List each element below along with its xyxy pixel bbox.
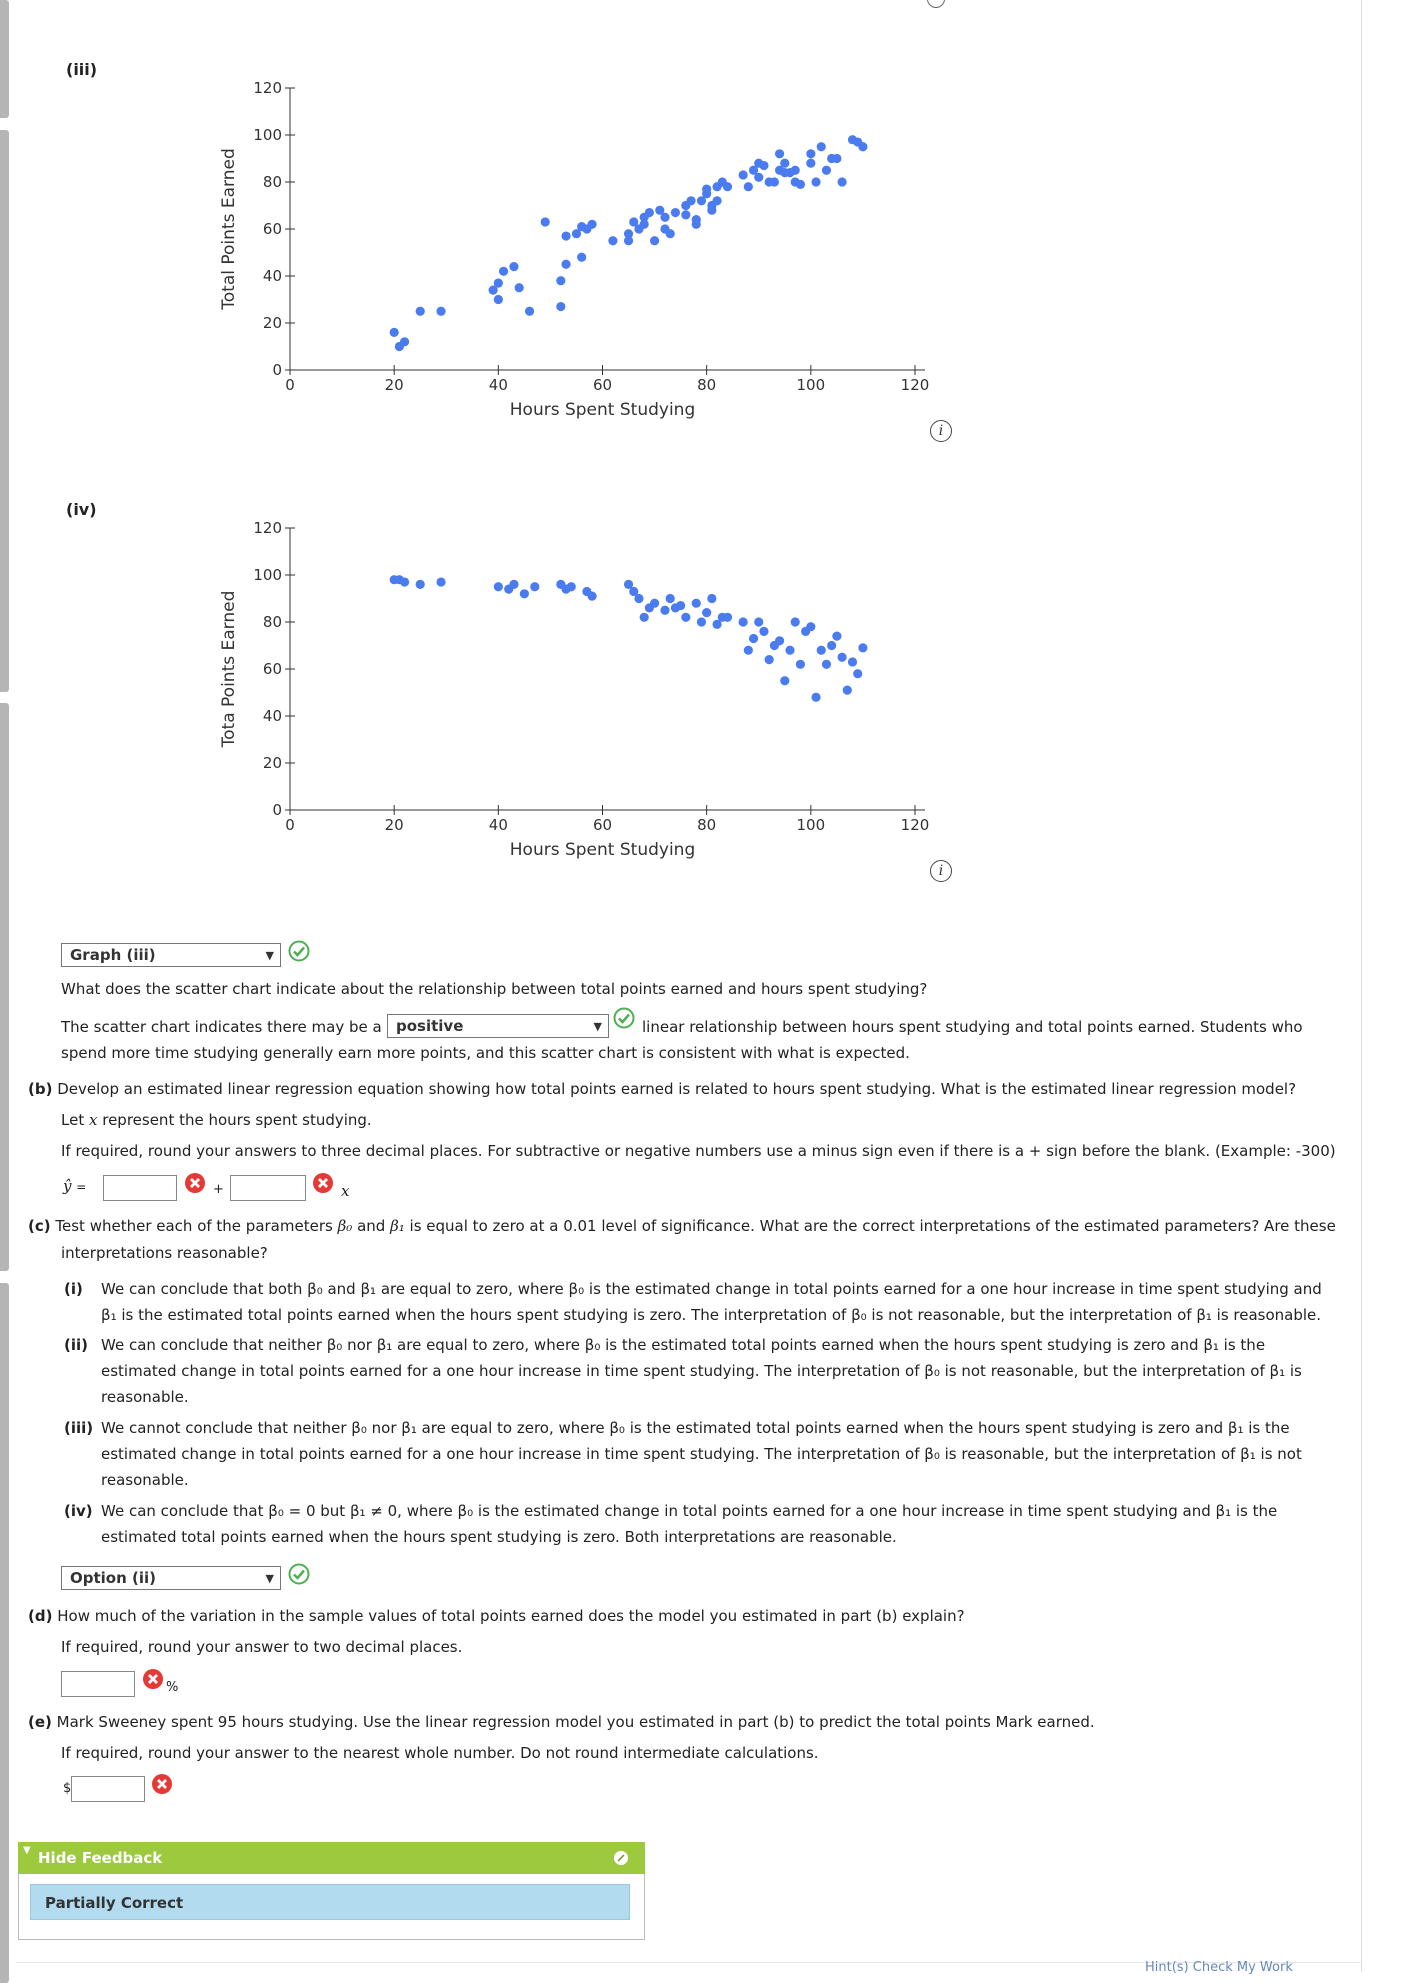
option-ii-label: (ii) bbox=[64, 1336, 88, 1354]
x-icon bbox=[142, 1668, 164, 1690]
data-point bbox=[837, 177, 846, 186]
option-iii-line1: We cannot conclude that neither β₀ nor β₁ are equal to zero, where β₀ is the estimated total points earned when the hours spent studying is zero and β₁ is the bbox=[101, 1419, 1290, 1437]
graph-select[interactable] bbox=[61, 943, 281, 967]
x-icon bbox=[151, 1773, 173, 1795]
data-point bbox=[759, 627, 768, 636]
chevron-down-icon: ▼ bbox=[265, 949, 274, 962]
data-point bbox=[686, 196, 695, 205]
option-select[interactable] bbox=[61, 1566, 281, 1590]
data-point bbox=[811, 177, 820, 186]
data-point bbox=[832, 632, 841, 641]
relationship-select-value: positive bbox=[396, 1017, 464, 1035]
x-tick-label: 100 bbox=[796, 376, 826, 394]
data-point bbox=[436, 577, 445, 586]
data-point bbox=[436, 307, 445, 316]
currency-symbol: $ bbox=[63, 1781, 72, 1796]
data-point bbox=[858, 142, 867, 151]
data-point bbox=[515, 283, 524, 292]
option-iii-label: (iii) bbox=[64, 1419, 94, 1437]
x-icon bbox=[312, 1172, 334, 1194]
x-tick-label: 120 bbox=[900, 376, 930, 394]
option-i-line2: β₁ is the estimated total points earned when the hours spent studying is zero. The interpretation of β₀ is not reasonable, but the interpretation of β₁ is reasonable. bbox=[101, 1306, 1322, 1324]
part-e-label: (e) bbox=[28, 1713, 52, 1731]
data-point bbox=[530, 582, 539, 591]
part-b-rounding: If required, round your answers to three decimal places. For subtractive or negative numbers use a minus sign even if there is a + sign before the blank. (Example: -300) bbox=[61, 1142, 1336, 1160]
data-point bbox=[567, 582, 576, 591]
data-point bbox=[520, 589, 529, 598]
option-select-value: Option (ii) bbox=[70, 1569, 157, 1587]
x-axis-title: Hours Spent Studying bbox=[509, 400, 696, 420]
intercept-input[interactable] bbox=[103, 1175, 177, 1201]
data-point bbox=[556, 302, 565, 311]
x-tick-label: 20 bbox=[384, 376, 404, 394]
bottom-links[interactable]: Hint(s) Check My Work bbox=[1145, 1960, 1293, 1975]
yhat-symbol: ŷ bbox=[63, 1177, 72, 1195]
data-point bbox=[702, 184, 711, 193]
data-point bbox=[817, 646, 826, 655]
part-d-question: How much of the variation in the sample values of total points earned does the model you estimated in part (b) explain? bbox=[57, 1607, 965, 1625]
graph-iv-label: (iv) bbox=[66, 500, 97, 519]
option-ii-line2: estimated change in total points earned for a one hour increase in time spent studying. The interpretation of β₀ is not reasonable, but the interpretation of β₁ is bbox=[101, 1362, 1302, 1380]
data-point bbox=[806, 159, 815, 168]
data-point bbox=[692, 220, 701, 229]
x-tick-label: 80 bbox=[697, 816, 717, 834]
data-point bbox=[697, 617, 706, 626]
y-tick-label: 100 bbox=[253, 126, 282, 144]
data-point bbox=[509, 580, 518, 589]
option-i-label: (i) bbox=[64, 1280, 83, 1298]
x-axis-title: Hours Spent Studying bbox=[509, 840, 696, 860]
data-point bbox=[827, 641, 836, 650]
y-tick-label: 80 bbox=[262, 173, 282, 191]
option-iii-line2: estimated change in total points earned for a one hour increase in time spent studying. The interpretation of β₀ is reasonable, but the interpretation of β₁ is not bbox=[101, 1445, 1302, 1463]
data-point bbox=[744, 182, 753, 191]
left-scrollbar[interactable] bbox=[0, 0, 16, 1972]
data-point bbox=[608, 236, 617, 245]
beta1-symbol: β₁ bbox=[390, 1217, 405, 1235]
part-d-label: (d) bbox=[28, 1607, 53, 1625]
data-point bbox=[739, 617, 748, 626]
option-iv-line2: estimated total points earned when the hours spent studying is zero. Both interpretations are reasonable. bbox=[101, 1528, 897, 1546]
data-point bbox=[640, 220, 649, 229]
x-tick-label: 120 bbox=[900, 816, 930, 834]
data-point bbox=[723, 613, 732, 622]
let-variable: x bbox=[88, 1111, 98, 1129]
data-point bbox=[681, 210, 690, 219]
x-variable: x bbox=[341, 1182, 350, 1200]
y-axis-title: Total Points Earned bbox=[219, 148, 239, 310]
check-icon bbox=[288, 940, 310, 962]
let-suffix: represent the hours spent studying. bbox=[102, 1111, 372, 1129]
feedback-status-icon bbox=[614, 1851, 628, 1865]
data-point bbox=[587, 592, 596, 601]
data-point bbox=[671, 208, 680, 217]
part-c-and: and bbox=[357, 1217, 386, 1235]
data-point bbox=[806, 149, 815, 158]
feedback-status: Partially Correct bbox=[30, 1884, 630, 1920]
check-icon bbox=[288, 1563, 310, 1585]
info-icon[interactable]: i bbox=[930, 860, 952, 882]
scatter-chart-iii bbox=[210, 70, 930, 420]
data-point bbox=[780, 676, 789, 685]
data-point bbox=[785, 646, 794, 655]
equals-sign: = bbox=[76, 1180, 87, 1194]
data-point bbox=[811, 693, 820, 702]
x-tick-label: 40 bbox=[488, 376, 508, 394]
part-e-question: Mark Sweeney spent 95 hours studying. Use the linear regression model you estimated in part (b) to predict the total points Mark earned. bbox=[56, 1713, 1095, 1731]
data-point bbox=[739, 170, 748, 179]
data-point bbox=[780, 159, 789, 168]
part-c-question-line2: interpretations reasonable? bbox=[61, 1244, 268, 1262]
y-tick-label: 40 bbox=[262, 707, 282, 725]
data-point bbox=[707, 594, 716, 603]
y-tick-label: 60 bbox=[262, 660, 282, 678]
option-ii-line1: We can conclude that neither β₀ nor β₁ are equal to zero, where β₀ is the estimated total points earned when the hours spent studying is zero and β₁ is the bbox=[101, 1336, 1266, 1354]
data-point bbox=[416, 580, 425, 589]
x-tick-label: 60 bbox=[592, 376, 613, 394]
y-axis-title: Tota Points Earned bbox=[219, 590, 239, 748]
data-point bbox=[525, 307, 534, 316]
part-a-sentence-start: The scatter chart indicates there may be a bbox=[61, 1018, 382, 1036]
x-tick-label: 20 bbox=[384, 816, 404, 834]
data-point bbox=[645, 208, 654, 217]
data-point bbox=[791, 617, 800, 626]
data-point bbox=[692, 599, 701, 608]
data-point bbox=[848, 657, 857, 666]
data-point bbox=[400, 577, 409, 586]
part-a-sentence-end: linear relationship between hours spent studying and total points earned. Students who bbox=[642, 1018, 1303, 1036]
prediction-input[interactable] bbox=[71, 1776, 145, 1802]
data-point bbox=[390, 328, 399, 337]
graph-select-value: Graph (iii) bbox=[70, 946, 156, 964]
data-point bbox=[509, 262, 518, 271]
plus-sign: + bbox=[213, 1182, 224, 1197]
data-point bbox=[499, 267, 508, 276]
data-point bbox=[843, 686, 852, 695]
y-tick-label: 120 bbox=[253, 519, 282, 537]
part-b-label: (b) bbox=[28, 1080, 53, 1098]
partial-info-icon[interactable] bbox=[927, 0, 945, 8]
x-tick-label: 60 bbox=[592, 816, 613, 834]
data-point bbox=[561, 231, 570, 240]
option-i-line1: We can conclude that both β₀ and β₁ are equal to zero, where β₀ is the estimated change in total points earned for a one hour increase in time spent studying and bbox=[101, 1280, 1322, 1298]
r-squared-input[interactable] bbox=[61, 1671, 135, 1697]
data-point bbox=[822, 166, 831, 175]
part-b-question: Develop an estimated linear regression equation showing how total points earned is related to hours spent studying. What is the estimated linear regression model? bbox=[57, 1080, 1297, 1098]
y-tick-label: 20 bbox=[262, 314, 282, 332]
data-point bbox=[494, 295, 503, 304]
data-point bbox=[765, 655, 774, 664]
data-point bbox=[754, 173, 763, 182]
option-iii-line3: reasonable. bbox=[101, 1471, 189, 1489]
data-point bbox=[796, 180, 805, 189]
y-tick-label: 80 bbox=[262, 613, 282, 631]
x-tick-label: 0 bbox=[285, 816, 295, 834]
data-point bbox=[837, 653, 846, 662]
feedback-panel bbox=[18, 1874, 645, 1940]
slope-input[interactable] bbox=[230, 1175, 306, 1201]
part-c-label: (c) bbox=[28, 1217, 51, 1235]
data-point bbox=[416, 307, 425, 316]
graph-iii-label: (iii) bbox=[66, 60, 98, 79]
x-tick-label: 40 bbox=[488, 816, 508, 834]
data-point bbox=[400, 337, 409, 346]
x-tick-label: 100 bbox=[796, 816, 826, 834]
hide-feedback-toggle[interactable] bbox=[18, 1842, 645, 1874]
data-point bbox=[666, 229, 675, 238]
data-point bbox=[853, 669, 862, 678]
data-point bbox=[775, 149, 784, 158]
chevron-down-icon: ▼ bbox=[265, 1572, 274, 1585]
data-point bbox=[556, 276, 565, 285]
y-tick-label: 60 bbox=[262, 220, 282, 238]
part-a-sentence-line2: spend more time studying generally earn more points, and this scatter chart is consistent with what is expected. bbox=[61, 1044, 910, 1062]
data-point bbox=[494, 278, 503, 287]
data-point bbox=[796, 660, 805, 669]
data-point bbox=[744, 646, 753, 655]
y-tick-label: 120 bbox=[253, 79, 282, 97]
y-tick-label: 0 bbox=[272, 361, 282, 379]
scatter-chart-iv bbox=[210, 510, 930, 860]
data-point bbox=[759, 161, 768, 170]
data-point bbox=[660, 606, 669, 615]
data-point bbox=[561, 260, 570, 269]
data-point bbox=[650, 236, 659, 245]
option-iv-label: (iv) bbox=[64, 1502, 93, 1520]
data-point bbox=[791, 166, 800, 175]
y-tick-label: 0 bbox=[272, 801, 282, 819]
data-point bbox=[749, 634, 758, 643]
option-ii-line3: reasonable. bbox=[101, 1388, 189, 1406]
percent-unit: % bbox=[166, 1680, 179, 1695]
data-point bbox=[666, 594, 675, 603]
part-c-question-b: is equal to zero at a 0.01 level of significance. What are the correct interpretations of the estimated parameters? Are these bbox=[409, 1217, 1336, 1235]
data-point bbox=[640, 613, 649, 622]
y-tick-label: 40 bbox=[262, 267, 282, 285]
check-icon bbox=[613, 1007, 635, 1029]
beta0-symbol: β₀ bbox=[337, 1217, 353, 1235]
data-point bbox=[770, 177, 779, 186]
part-d-rounding: If required, round your answer to two decimal places. bbox=[61, 1638, 463, 1656]
data-point bbox=[587, 220, 596, 229]
data-point bbox=[676, 601, 685, 610]
data-point bbox=[681, 613, 690, 622]
x-tick-label: 80 bbox=[697, 376, 717, 394]
data-point bbox=[775, 636, 784, 645]
data-point bbox=[702, 608, 711, 617]
option-iv-line1: We can conclude that β₀ = 0 but β₁ ≠ 0, where β₀ is the estimated change in total points earned for a one hour increase in time spent studying and β₁ is the bbox=[101, 1502, 1278, 1520]
data-point bbox=[541, 217, 550, 226]
data-point bbox=[712, 196, 721, 205]
data-point bbox=[723, 182, 732, 191]
data-point bbox=[624, 236, 633, 245]
y-tick-label: 20 bbox=[262, 754, 282, 772]
data-point bbox=[858, 643, 867, 652]
data-point bbox=[577, 253, 586, 262]
data-point bbox=[806, 622, 815, 631]
data-point bbox=[754, 617, 763, 626]
content-right-border bbox=[1361, 0, 1362, 1972]
part-c-question-a: Test whether each of the parameters bbox=[55, 1217, 333, 1235]
data-point bbox=[822, 660, 831, 669]
data-point bbox=[707, 206, 716, 215]
data-point bbox=[650, 599, 659, 608]
chevron-down-icon: ▼ bbox=[593, 1020, 602, 1033]
part-e-rounding: If required, round your answer to the nearest whole number. Do not round intermediate calculations. bbox=[61, 1744, 819, 1762]
triangle-down-icon: ▼ bbox=[23, 1845, 31, 1856]
part-a-question: What does the scatter chart indicate about the relationship between total points earned and hours spent studying? bbox=[61, 980, 928, 998]
data-point bbox=[817, 142, 826, 151]
data-point bbox=[660, 213, 669, 222]
hide-feedback-label: Hide Feedback bbox=[38, 1849, 163, 1867]
y-tick-label: 100 bbox=[253, 566, 282, 584]
x-icon bbox=[184, 1172, 206, 1194]
data-point bbox=[832, 154, 841, 163]
x-tick-label: 0 bbox=[285, 376, 295, 394]
data-point bbox=[494, 582, 503, 591]
let-prefix: Let bbox=[61, 1111, 85, 1129]
relationship-select[interactable] bbox=[387, 1014, 609, 1038]
data-point bbox=[634, 594, 643, 603]
info-icon[interactable]: i bbox=[930, 420, 952, 442]
